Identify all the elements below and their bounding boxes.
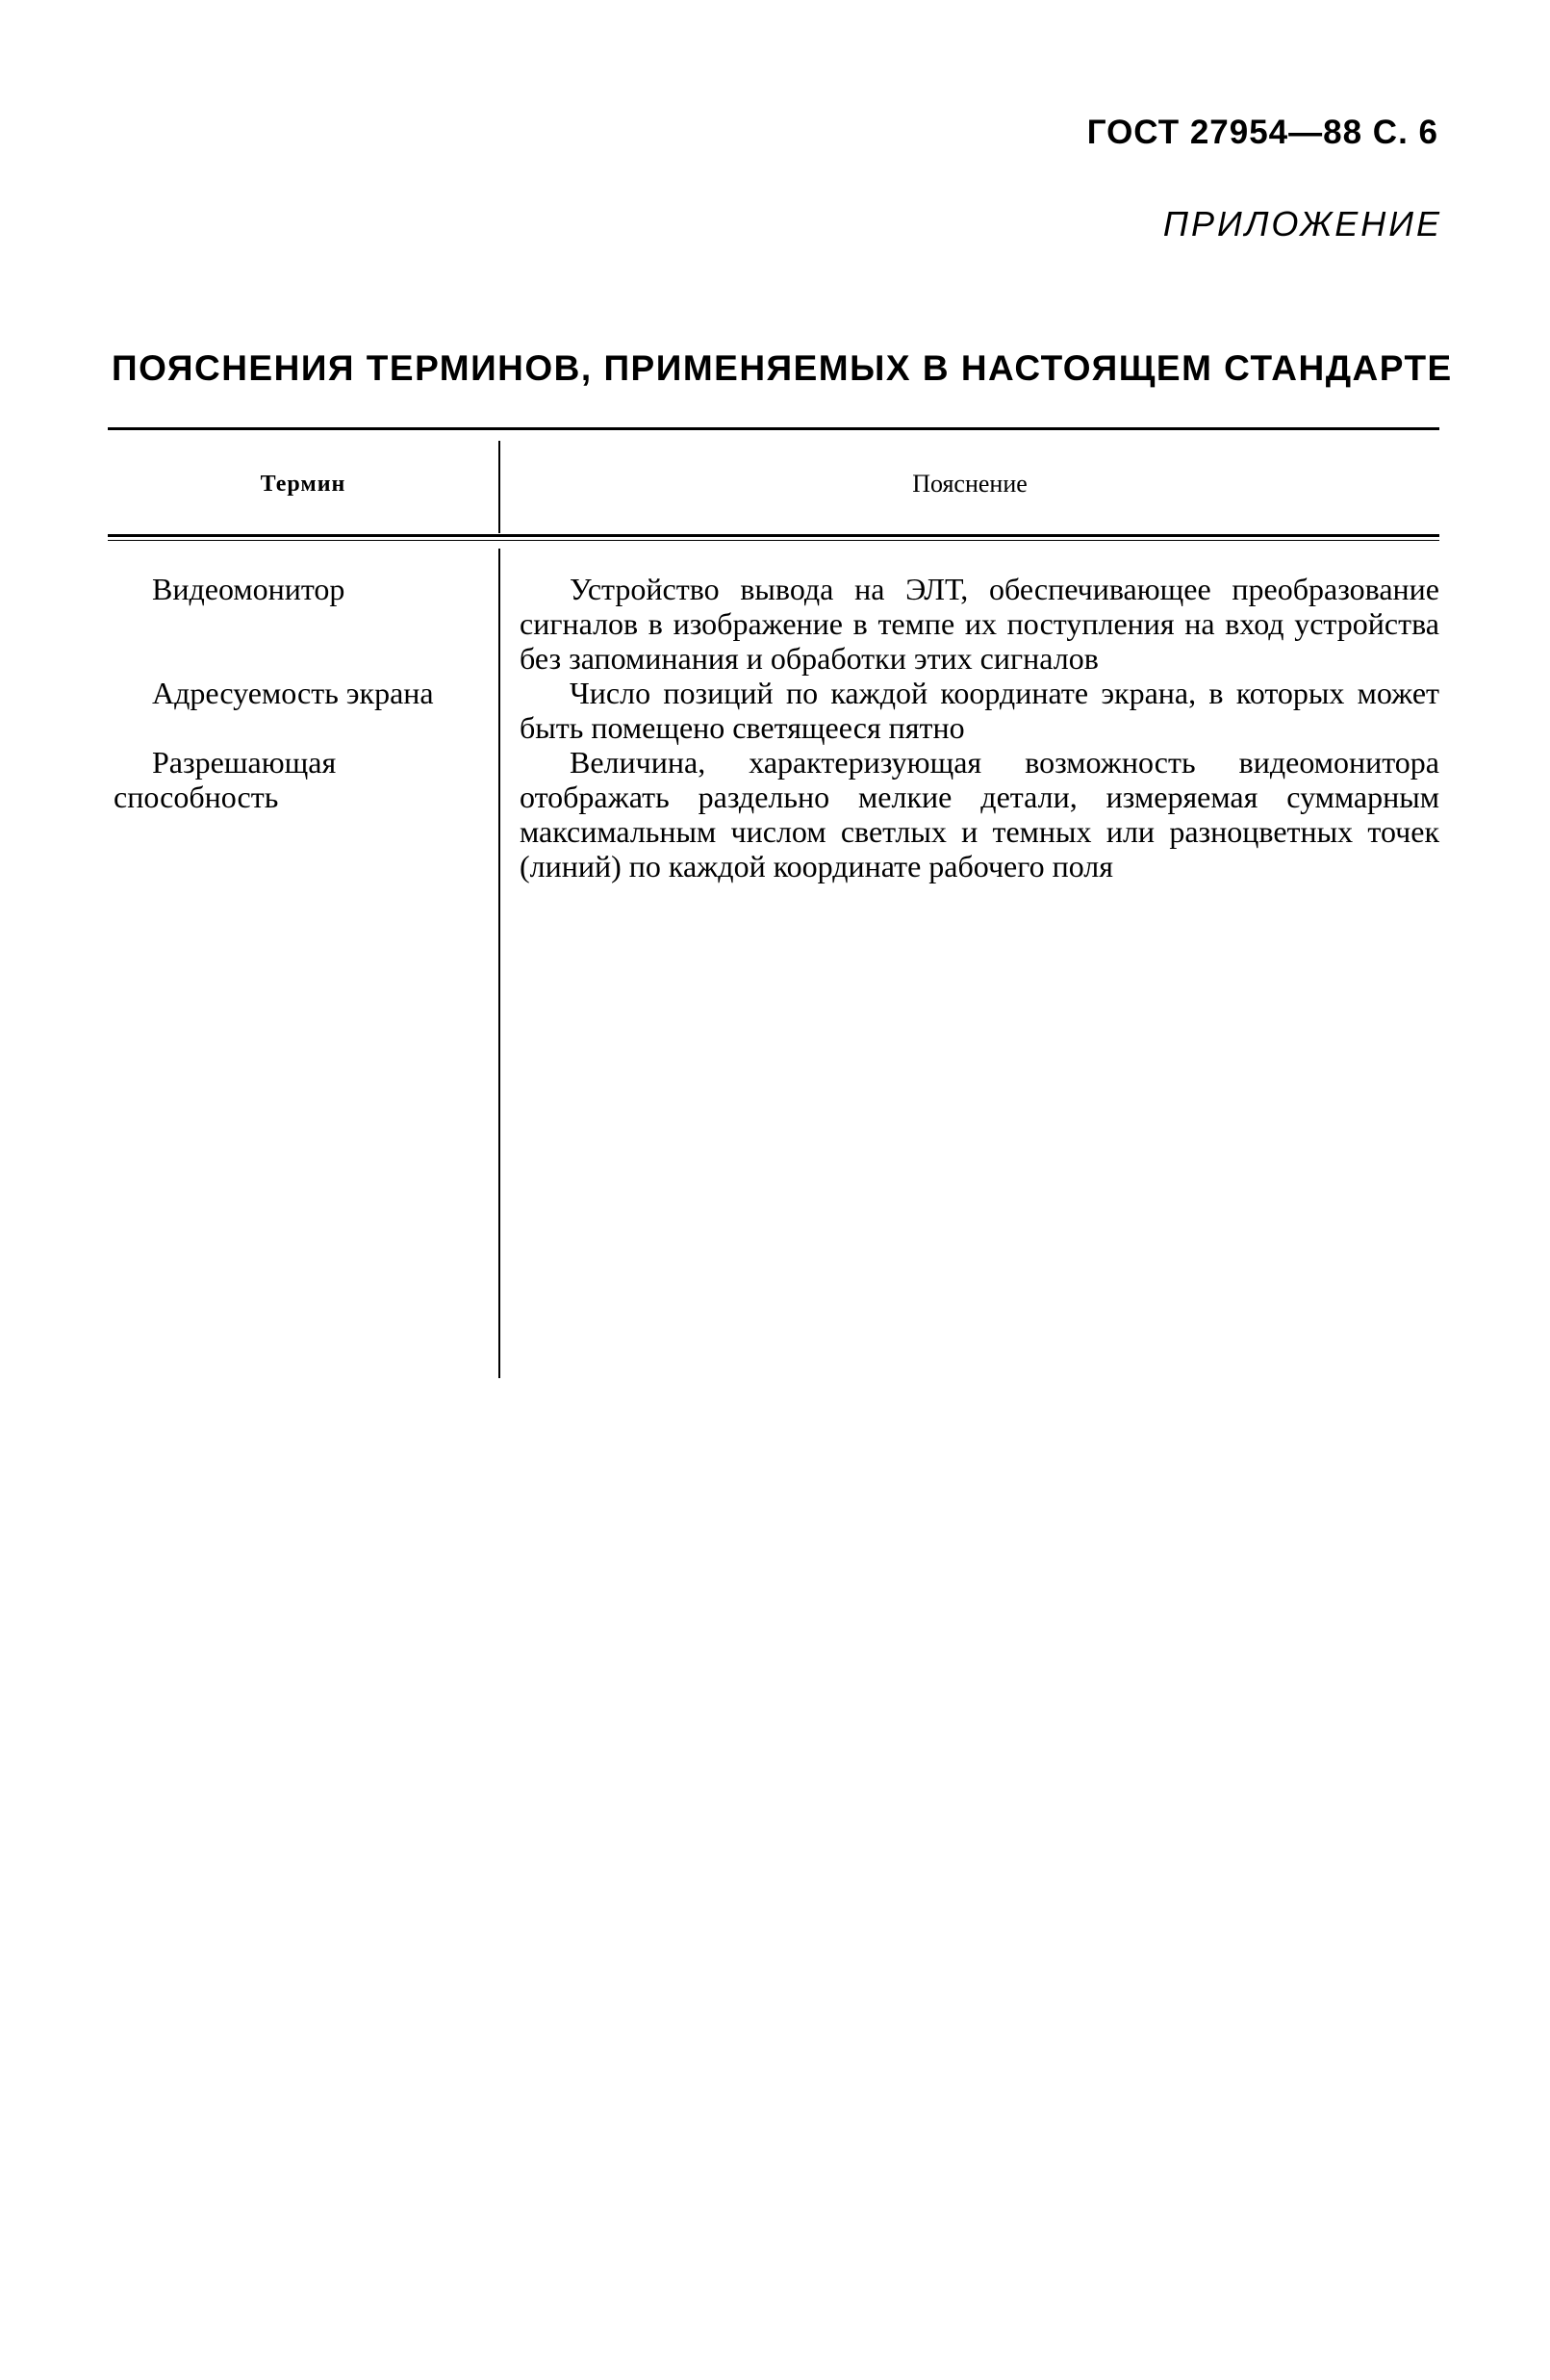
header-bottom-rule [108,534,1439,537]
page-title: ПОЯСНЕНИЯ ТЕРМИНОВ, ПРИМЕНЯЕМЫХ В НАСТОЯЩЕМ СТАНДАРТЕ [112,348,1453,388]
explanation-cell: Устройство вывода на ЭЛТ, обеспечивающее преобразование сигналов в изображение в темпе их поступления на вход устройства без запоминания и обработки этих сигналов [520,572,1439,676]
column-header-explanation: Пояснение [912,470,1028,498]
table-body [108,572,1439,883]
column-header-term: Термин [260,472,346,497]
explanation-cell: Число позиций по каждой координате экрана, в которых может быть помещено светящееся пятно [520,676,1439,745]
appendix-label: ПРИЛОЖЕНИЕ [1162,204,1442,243]
table-row [108,676,1439,745]
explanation-cell: Величина, характеризующая возможность видеомонитора отображать раздельно мелкие детали, измеряемая суммарным максимальным числом светлых и темных или разноцветных точек (линий) по каждой координате рабочего поля [520,745,1439,883]
term-cell: Разрешающая способность [114,745,337,814]
table-row [108,572,1439,676]
table-row [108,745,1439,883]
header-bottom-rule-thin [108,540,1439,541]
table-top-rule [108,427,1439,430]
term-cell: Видеомонитор [152,572,345,606]
standard-page-number: ГОСТ 27954—88 С. 6 [1086,114,1438,151]
term-cell: Адресуемость экрана [152,676,434,710]
